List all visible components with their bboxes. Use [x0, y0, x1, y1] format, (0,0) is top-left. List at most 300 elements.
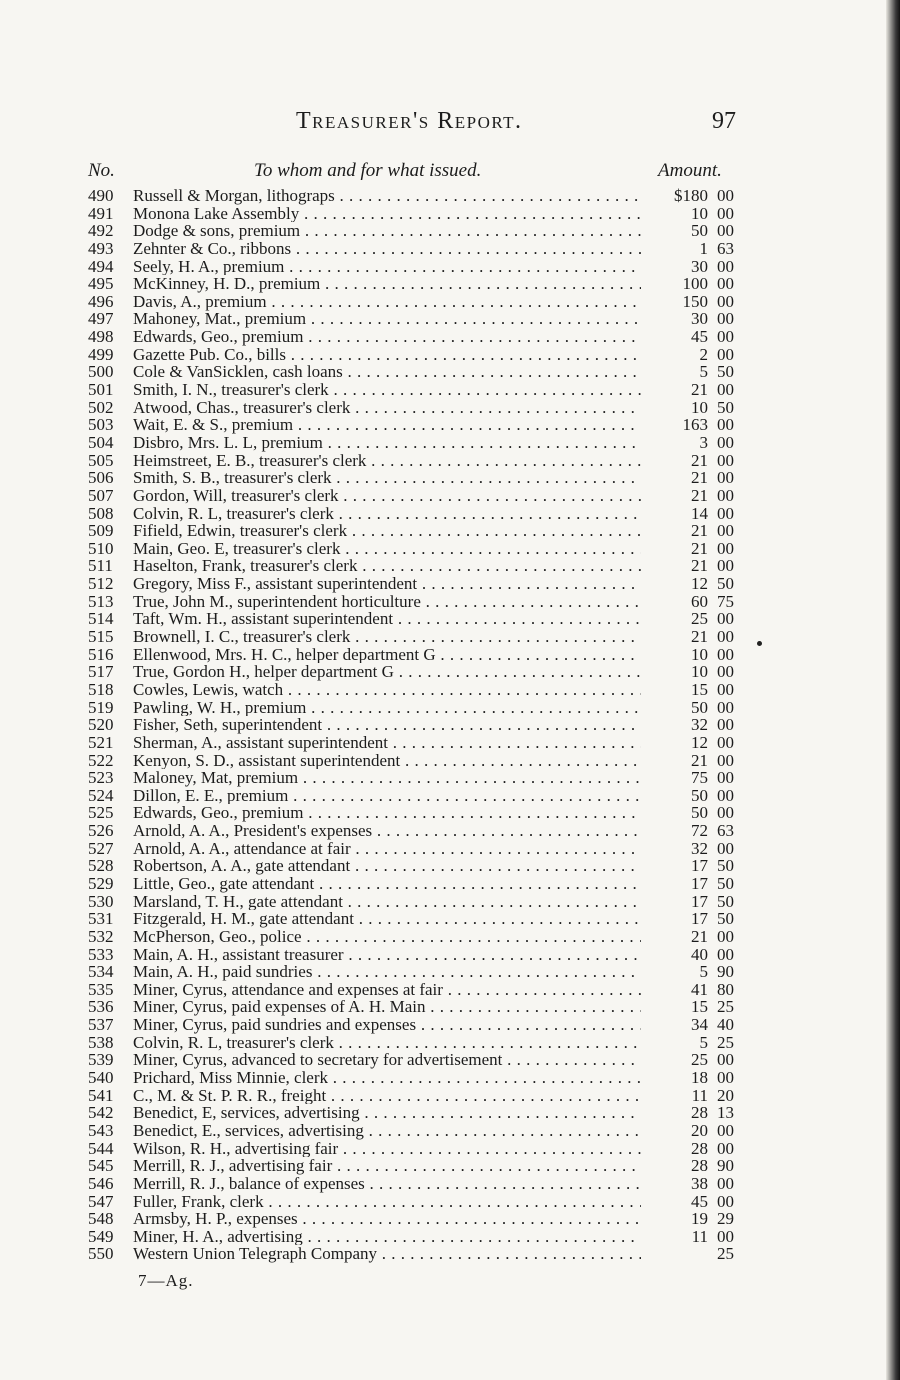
payee-description: Miner, Cyrus, paid expenses of A. H. Main . . . [133, 998, 641, 1016]
amount-cents: 00 [717, 521, 734, 541]
voucher-number: 545 [88, 1156, 114, 1176]
amount-dollars: 21 [691, 485, 708, 505]
payee-description: Armsby, H. P., expenses . . . [133, 1210, 641, 1228]
voucher-number: 494 [88, 256, 114, 276]
amount-cents: 75 [717, 591, 734, 611]
table-row [0, 857, 900, 875]
table-row [0, 452, 900, 470]
amount-cents: 00 [717, 274, 734, 294]
amount-dollars: 30 [691, 309, 708, 329]
amount-cents: 00 [717, 1068, 734, 1088]
table-row [0, 1228, 900, 1246]
voucher-number: 528 [88, 856, 114, 876]
payee-description: Miner, Cyrus, advanced to secretary for advertisement . . . [133, 1051, 641, 1069]
amount-cents: 00 [717, 750, 734, 770]
table-row [0, 557, 900, 575]
table-row [0, 963, 900, 981]
amount-dollars: 163 [682, 415, 708, 435]
voucher-number: 493 [88, 238, 114, 258]
amount-dollars: 28 [691, 1103, 708, 1123]
amount-dollars: 12 [691, 574, 708, 594]
amount-dollars: 21 [691, 468, 708, 488]
amount-dollars: 5 [699, 362, 708, 382]
amount-cents: 50 [717, 574, 734, 594]
table-row [0, 505, 900, 523]
amount-cents: 80 [717, 979, 734, 999]
amount-cents: 00 [717, 380, 734, 400]
voucher-number: 536 [88, 997, 114, 1017]
voucher-number: 510 [88, 538, 114, 558]
amount-cents: 00 [717, 450, 734, 470]
amount-dollars: 17 [691, 856, 708, 876]
payee-description: Benedict, E., services, advertising . . . [133, 1122, 641, 1140]
amount-dollars: 14 [691, 503, 708, 523]
voucher-number: 532 [88, 926, 114, 946]
amount-dollars: 28 [691, 1138, 708, 1158]
voucher-number: 538 [88, 1032, 114, 1052]
amount-cents: 63 [717, 821, 734, 841]
voucher-number: 531 [88, 909, 114, 929]
payee-description: McKinney, H. D., premium . . . [133, 275, 641, 293]
amount-dollars: 50 [691, 785, 708, 805]
amount-cents: 00 [717, 186, 734, 205]
amount-cents: 00 [717, 1226, 734, 1246]
payee-description: True, Gordon H., helper department G . . . [133, 663, 641, 681]
payee-description: Monona Lake Assembly . . . [133, 205, 641, 223]
amount-dollars: 34 [691, 1015, 708, 1035]
voucher-number: 534 [88, 962, 114, 982]
payee-description: Little, Geo., gate attendant . . . [133, 875, 641, 893]
amount-dollars: 5 [699, 962, 708, 982]
voucher-number: 498 [88, 327, 114, 347]
payee-description: Main, A. H., assistant treasurer . . . [133, 946, 641, 964]
amount-dollars: 41 [691, 979, 708, 999]
table-row [0, 487, 900, 505]
payee-description: Atwood, Chas., treasurer's clerk . . . [133, 399, 641, 417]
amount-dollars: 30 [691, 256, 708, 276]
voucher-number: 546 [88, 1173, 114, 1193]
amount-cents: 00 [717, 503, 734, 523]
amount-dollars: 21 [691, 380, 708, 400]
amount-dollars: 25 [691, 609, 708, 629]
amount-dollars: 32 [691, 838, 708, 858]
payee-description: Edwards, Geo., premium . . . [133, 804, 641, 822]
amount-dollars: 18 [691, 1068, 708, 1088]
table-row [0, 1016, 900, 1034]
payee-description: Taft, Wm. H., assistant superintendent . . . [133, 610, 641, 628]
amount-cents: 00 [717, 715, 734, 735]
voucher-number: 526 [88, 821, 114, 841]
voucher-number: 549 [88, 1226, 114, 1246]
running-title: Treasurer's Report. [296, 108, 523, 134]
payee-description: Russell & Morgan, lithograps . . . [133, 187, 641, 205]
amount-cents: 00 [717, 609, 734, 629]
table-row [0, 681, 900, 699]
payee-description: Disbro, Mrs. L. L, premium . . . [133, 434, 641, 452]
payee-description: C., M. & St. P. R. R., freight . . . [133, 1087, 641, 1105]
voucher-number: 542 [88, 1103, 114, 1123]
amount-cents: 20 [717, 1085, 734, 1105]
payee-description: Pawling, W. H., premium . . . [133, 699, 641, 717]
table-row [0, 1157, 900, 1175]
amount-dollars: 1 [699, 238, 708, 258]
payee-description: Brownell, I. C., treasurer's clerk . . . [133, 628, 641, 646]
payee-description: Western Union Telegraph Company . . . [133, 1245, 641, 1263]
amount-dollars: 50 [691, 221, 708, 241]
payee-description: Robertson, A. A., gate attendant . . . [133, 857, 641, 875]
voucher-number: 523 [88, 768, 114, 788]
voucher-number: 500 [88, 362, 114, 382]
amount-cents: 00 [717, 803, 734, 823]
amount-cents: 00 [717, 1191, 734, 1211]
table-row [0, 1210, 900, 1228]
amount-cents: 50 [717, 891, 734, 911]
voucher-number: 517 [88, 662, 114, 682]
amount-cents: 00 [717, 732, 734, 752]
voucher-number: 501 [88, 380, 114, 400]
payee-description: Heimstreet, E. B., treasurer's clerk . . . [133, 452, 641, 470]
amount-dollars: 45 [691, 1191, 708, 1211]
amount-cents: 50 [717, 856, 734, 876]
amount-cents: 00 [717, 1173, 734, 1193]
amount-cents: 00 [717, 644, 734, 664]
amount-cents: 90 [717, 962, 734, 982]
amount-dollars: 100 [682, 274, 708, 294]
amount-cents: 00 [717, 344, 734, 364]
amount-dollars: 19 [691, 1209, 708, 1229]
table-row [0, 1175, 900, 1193]
amount-dollars: 21 [691, 521, 708, 541]
amount-cents: 25 [717, 1244, 734, 1264]
payee-description: Gordon, Will, treasurer's clerk . . . [133, 487, 641, 505]
voucher-number: 537 [88, 1015, 114, 1035]
table-row [0, 875, 900, 893]
payee-description: Zehnter & Co., ribbons . . . [133, 240, 641, 258]
payee-description: Mahoney, Mat., premium . . . [133, 310, 641, 328]
amount-cents: 00 [717, 1138, 734, 1158]
amount-dollars: 21 [691, 450, 708, 470]
amount-dollars: 150 [682, 291, 708, 311]
table-row [0, 346, 900, 364]
amount-cents: 00 [717, 1120, 734, 1140]
payee-description: Gazette Pub. Co., bills . . . [133, 346, 641, 364]
payee-description: Miner, Cyrus, attendance and expenses at fair . . . [133, 981, 641, 999]
amount-dollars: 10 [691, 644, 708, 664]
ink-speck [757, 641, 762, 646]
payee-description: Seely, H. A., premium . . . [133, 258, 641, 276]
amount-cents: 13 [717, 1103, 734, 1123]
amount-dollars: 28 [691, 1156, 708, 1176]
payee-description: Arnold, A. A., President's expenses . . . [133, 822, 641, 840]
voucher-number: 539 [88, 1050, 114, 1070]
voucher-number: 503 [88, 415, 114, 435]
amount-cents: 00 [717, 291, 734, 311]
amount-dollars: 21 [691, 926, 708, 946]
payee-description: Kenyon, S. D., assistant superintendent . . . [133, 752, 641, 770]
table-row [0, 540, 900, 558]
payee-description: Main, A. H., paid sundries . . . [133, 963, 641, 981]
payee-description: Sherman, A., assistant superintendent . . . [133, 734, 641, 752]
table-row [0, 946, 900, 964]
amount-dollars: 5 [699, 1032, 708, 1052]
amount-dollars: 12 [691, 732, 708, 752]
table-row [0, 363, 900, 381]
voucher-number: 522 [88, 750, 114, 770]
amount-cents: 63 [717, 238, 734, 258]
table-row [0, 240, 900, 258]
payee-description: Colvin, R. L, treasurer's clerk . . . [133, 505, 641, 523]
amount-cents: 25 [717, 997, 734, 1017]
table-row [0, 1140, 900, 1158]
table-row [0, 293, 900, 311]
table-row [0, 893, 900, 911]
voucher-number: 530 [88, 891, 114, 911]
voucher-number: 547 [88, 1191, 114, 1211]
table-row [0, 1069, 900, 1087]
amount-cents: 00 [717, 838, 734, 858]
amount-dollars: 75 [691, 768, 708, 788]
amount-dollars: 72 [691, 821, 708, 841]
column-header-description: To whom and for what issued. [254, 160, 482, 181]
voucher-number: 524 [88, 785, 114, 805]
table-row [0, 998, 900, 1016]
table-row [0, 910, 900, 928]
amount-cents: 90 [717, 1156, 734, 1176]
table-row [0, 628, 900, 646]
amount-dollars: 11 [691, 1226, 708, 1246]
payee-description: Arnold, A. A., attendance at fair . . . [133, 840, 641, 858]
voucher-number: 513 [88, 591, 114, 611]
payee-description: Miner, Cyrus, paid sundries and expenses . . . [133, 1016, 641, 1034]
table-row [0, 699, 900, 717]
amount-cents: 00 [717, 327, 734, 347]
amount-dollars: 45 [691, 327, 708, 347]
amount-cents: 00 [717, 309, 734, 329]
amount-cents: 00 [717, 768, 734, 788]
table-row [0, 663, 900, 681]
page-number: 97 [712, 108, 736, 134]
table-row [0, 1034, 900, 1052]
table-row [0, 646, 900, 664]
amount-cents: 00 [717, 627, 734, 647]
table-row [0, 716, 900, 734]
amount-cents: 00 [717, 468, 734, 488]
voucher-number: 507 [88, 485, 114, 505]
voucher-number: 506 [88, 468, 114, 488]
amount-dollars: 60 [691, 591, 708, 611]
voucher-number: 525 [88, 803, 114, 823]
table-row [0, 575, 900, 593]
voucher-number: 490 [88, 186, 114, 205]
voucher-number: 505 [88, 450, 114, 470]
voucher-number: 515 [88, 627, 114, 647]
payee-description: Davis, A., premium . . . [133, 293, 641, 311]
payee-description: Cowles, Lewis, watch . . . [133, 681, 641, 699]
amount-cents: 25 [717, 1032, 734, 1052]
payee-description: True, John M., superintendent horticulture . . . [133, 593, 641, 611]
voucher-number: 527 [88, 838, 114, 858]
table-row [0, 1193, 900, 1211]
voucher-number: 519 [88, 697, 114, 717]
payee-description: McPherson, Geo., police . . . [133, 928, 641, 946]
amount-cents: 50 [717, 909, 734, 929]
table-row [0, 416, 900, 434]
payee-description: Smith, I. N., treasurer's clerk . . . [133, 381, 641, 399]
voucher-number: 543 [88, 1120, 114, 1140]
column-header-no: No. [88, 160, 115, 181]
table-row [0, 1104, 900, 1122]
payee-description: Main, Geo. E, treasurer's clerk . . . [133, 540, 641, 558]
amount-dollars: 17 [691, 873, 708, 893]
payee-description: Prichard, Miss Minnie, clerk . . . [133, 1069, 641, 1087]
amount-dollars: $180 [674, 186, 708, 205]
amount-dollars: 20 [691, 1120, 708, 1140]
payee-description: Fuller, Frank, clerk . . . [133, 1193, 641, 1211]
voucher-number: 504 [88, 432, 114, 452]
payee-description: Merrill, R. J., advertising fair . . . [133, 1157, 641, 1175]
amount-dollars: 17 [691, 891, 708, 911]
payee-description: Smith, S. B., treasurer's clerk . . . [133, 469, 641, 487]
payee-description: Fisher, Seth, superintendent . . . [133, 716, 641, 734]
voucher-number: 518 [88, 679, 114, 699]
table-row [0, 399, 900, 417]
voucher-number: 499 [88, 344, 114, 364]
table-row [0, 1245, 900, 1263]
table-row [0, 769, 900, 787]
table-row [0, 222, 900, 240]
table-row [0, 469, 900, 487]
voucher-number: 492 [88, 221, 114, 241]
voucher-number: 529 [88, 873, 114, 893]
table-row [0, 1087, 900, 1105]
voucher-number: 511 [88, 556, 113, 576]
amount-dollars: 10 [691, 203, 708, 223]
amount-cents: 00 [717, 785, 734, 805]
amount-dollars: 15 [691, 997, 708, 1017]
voucher-number: 540 [88, 1068, 114, 1088]
table-row [0, 258, 900, 276]
amount-dollars: 32 [691, 715, 708, 735]
amount-cents: 29 [717, 1209, 734, 1229]
voucher-number: 512 [88, 574, 114, 594]
payee-description: Wait, E. & S., premium . . . [133, 416, 641, 434]
table-row [0, 593, 900, 611]
voucher-number: 496 [88, 291, 114, 311]
voucher-number: 544 [88, 1138, 114, 1158]
table-row [0, 434, 900, 452]
voucher-number: 495 [88, 274, 114, 294]
table-row [0, 928, 900, 946]
payee-description: Dodge & sons, premium . . . [133, 222, 641, 240]
amount-dollars: 3 [699, 432, 708, 452]
amount-dollars: 15 [691, 679, 708, 699]
table-row [0, 381, 900, 399]
voucher-number: 497 [88, 309, 114, 329]
voucher-number: 533 [88, 944, 114, 964]
payee-description: Cole & VanSicklen, cash loans . . . [133, 363, 641, 381]
amount-cents: 50 [717, 397, 734, 417]
voucher-number: 509 [88, 521, 114, 541]
amount-cents: 40 [717, 1015, 734, 1035]
table-row [0, 752, 900, 770]
amount-dollars: 40 [691, 944, 708, 964]
amount-dollars: 2 [699, 344, 708, 364]
table-row [0, 734, 900, 752]
amount-cents: 00 [717, 679, 734, 699]
amount-dollars: 21 [691, 627, 708, 647]
amount-cents: 00 [717, 485, 734, 505]
table-row [0, 822, 900, 840]
table-row [0, 840, 900, 858]
ledger-table [0, 187, 900, 1263]
amount-cents: 00 [717, 221, 734, 241]
table-row [0, 1051, 900, 1069]
amount-dollars: 21 [691, 556, 708, 576]
table-row [0, 205, 900, 223]
amount-cents: 00 [717, 662, 734, 682]
table-row [0, 981, 900, 999]
column-headers [0, 160, 900, 186]
page-header [0, 108, 900, 142]
payee-description: Fifield, Edwin, treasurer's clerk . . . [133, 522, 641, 540]
table-row [0, 522, 900, 540]
voucher-number: 541 [88, 1085, 114, 1105]
amount-cents: 00 [717, 415, 734, 435]
payee-description: Benedict, E, services, advertising . . . [133, 1104, 641, 1122]
table-row [0, 275, 900, 293]
amount-cents: 00 [717, 432, 734, 452]
payee-description: Dillon, E. E., premium . . . [133, 787, 641, 805]
amount-dollars: 38 [691, 1173, 708, 1193]
amount-cents: 00 [717, 1050, 734, 1070]
payee-description: Merrill, R. J., balance of expenses . . . [133, 1175, 641, 1193]
amount-dollars: 11 [691, 1085, 708, 1105]
amount-cents: 00 [717, 926, 734, 946]
payee-description: Marsland, T. H., gate attendant . . . [133, 893, 641, 911]
voucher-number: 550 [88, 1244, 114, 1264]
amount-dollars: 10 [691, 397, 708, 417]
signature-mark: 7—Ag. [138, 1271, 194, 1290]
voucher-number: 516 [88, 644, 114, 664]
amount-dollars: 10 [691, 662, 708, 682]
amount-cents: 50 [717, 362, 734, 382]
amount-cents: 00 [717, 944, 734, 964]
payee-description: Gregory, Miss F., assistant superintendent . . . [133, 575, 641, 593]
payee-description: Edwards, Geo., premium . . . [133, 328, 641, 346]
column-header-amount: Amount. [658, 160, 722, 181]
table-row [0, 310, 900, 328]
voucher-number: 514 [88, 609, 114, 629]
table-row [0, 187, 900, 205]
table-row [0, 328, 900, 346]
payee-description: Colvin, R. L, treasurer's clerk . . . [133, 1034, 641, 1052]
amount-cents: 00 [717, 697, 734, 717]
payee-description: Miner, H. A., advertising . . . [133, 1228, 641, 1246]
amount-cents: 00 [717, 256, 734, 276]
amount-dollars: 50 [691, 697, 708, 717]
amount-dollars: 25 [691, 1050, 708, 1070]
amount-cents: 00 [717, 556, 734, 576]
amount-cents: 00 [717, 538, 734, 558]
voucher-number: 548 [88, 1209, 114, 1229]
amount-dollars: 17 [691, 909, 708, 929]
table-row [0, 610, 900, 628]
payee-description: Maloney, Mat, premium . . . [133, 769, 641, 787]
amount-cents: 50 [717, 873, 734, 893]
amount-dollars: 50 [691, 803, 708, 823]
voucher-number: 521 [88, 732, 114, 752]
table-row [0, 787, 900, 805]
